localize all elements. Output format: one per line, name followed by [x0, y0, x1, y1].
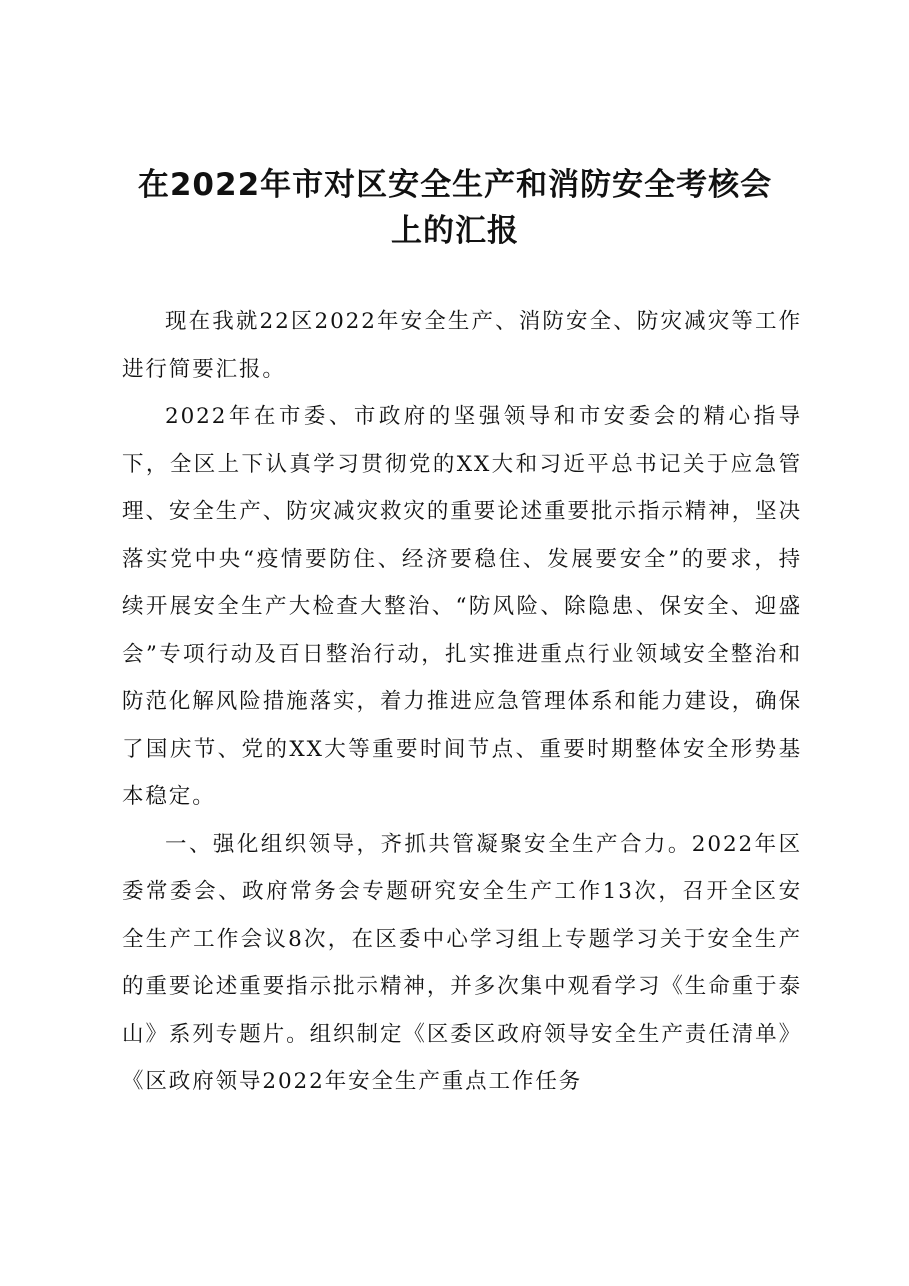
paragraph-intro: 现在我就22区2022年安全生产、消防安全、防灾减灾等工作进行简要汇报。: [122, 309, 802, 382]
paragraph-section-one: 一、强化组织领导，齐抓共管凝聚安全生产合力。2022年区委常委会、政府常务会专题研究安全生产工作13次，召开全区安全生产工作会议8次，在区委中心学习组上专题学习关于安全生产的重要论述重要指示批示精神，并多次集中观看学习《生命重于泰山》系列专题片。组织制定《区委区政府领导安全生产责任清单》《区政府领导2022年安全生产重点工作任务: [122, 831, 802, 1094]
document-title: [110, 162, 800, 254]
title-line-1: 在2022年市对区安全生产和消防安全考核会: [137, 167, 773, 203]
paragraph-overview: 2022年在市委、市政府的坚强领导和市安委会的精心指导下，全区上下认真学习贯彻党的XX大和习近平总书记关于应急管理、安全生产、防灾减灾救灾的重要论述重要批示指示精神，坚决落实党中央“疫情要防住、经济要稳住、发展要安全”的要求，持续开展安全生产大检查大整治、“防风险、除隐患、保安全、迎盛会”专项行动及百日整治行动，扎实推进重点行业领域安全整治和防范化解风险措施落实，着力推进应急管理体系和能力建设，确保了国庆节、党的XX大等重要时间节点、重要时期整体安全形势基本稳定。: [122, 404, 802, 809]
title-line-2: 上的汇报: [391, 213, 519, 249]
document-body: [122, 298, 802, 1106]
